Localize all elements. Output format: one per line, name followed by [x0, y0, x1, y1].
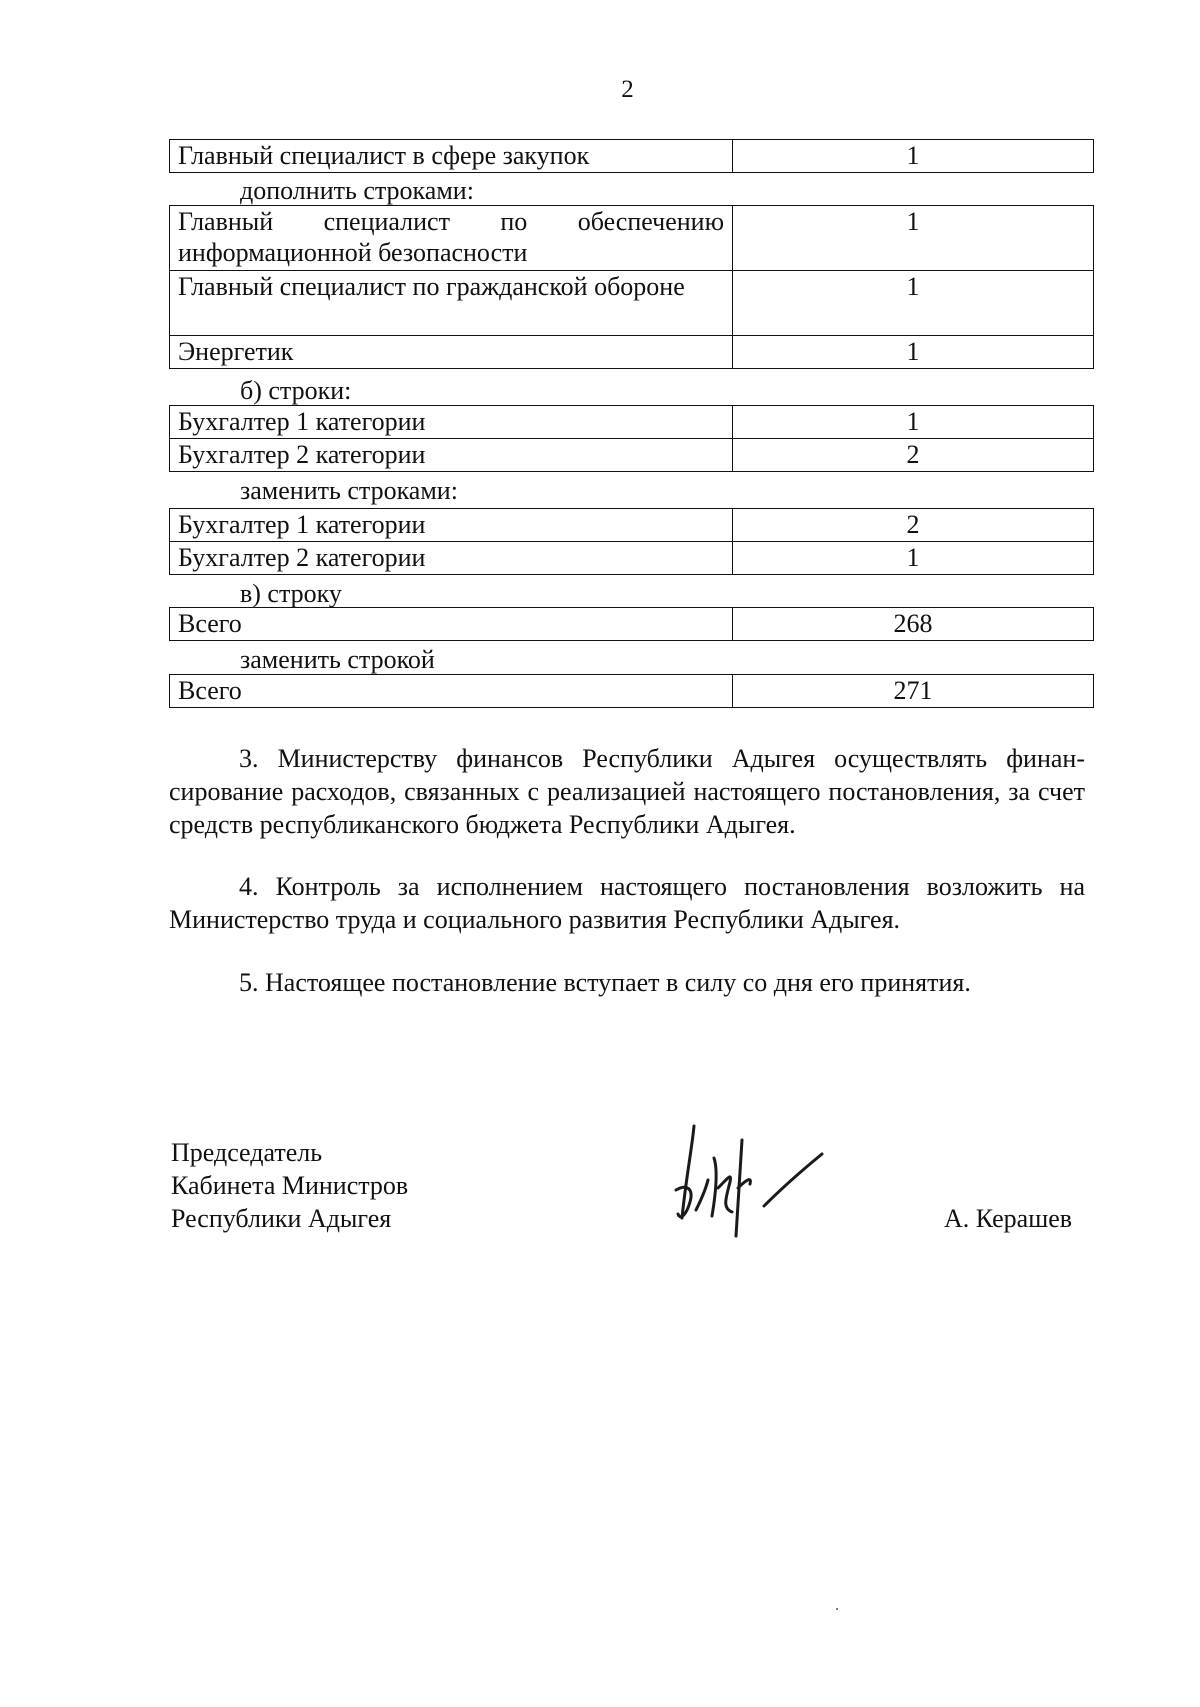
position-name: Бухгалтер 1 категории	[170, 406, 733, 439]
total-label: Всего	[170, 675, 733, 708]
signatory-position-line: Председатель	[171, 1138, 323, 1167]
scan-speck	[836, 1608, 838, 1610]
table-row	[170, 271, 1094, 336]
paragraph-5: 5. Настоящее постановление вступает в силу со дня его принятия.	[239, 968, 971, 997]
position-count: 1	[733, 140, 1094, 173]
table-row	[170, 336, 1094, 369]
total-table-new	[169, 674, 1094, 708]
position-count: 2	[733, 509, 1094, 542]
table-row	[170, 542, 1094, 575]
table-row	[170, 439, 1094, 472]
position-name: Бухгалтер 1 категории	[170, 509, 733, 542]
table-row	[170, 675, 1094, 708]
caption-replace-rows: заменить строками:	[240, 476, 458, 505]
table-row	[170, 206, 1094, 271]
table-row	[170, 140, 1094, 173]
caption-replace-row: заменить строкой	[240, 645, 435, 674]
paragraph-3: 3. Министерству финансов Республики Адыгея осуществлять финан-сирование расходов, связанных с реализацией настоящего постановления, за счет средств республиканского бюджета Республики Адыгея.	[169, 744, 1085, 839]
staff-table-current	[169, 139, 1094, 173]
position-name: Бухгалтер 2 категории	[170, 439, 733, 472]
caption-row-v: в) строку	[240, 579, 342, 608]
position-name: Главный специалист по гражданской обороне	[170, 271, 733, 336]
accountant-table-old	[169, 405, 1094, 472]
staff-table-additions	[169, 205, 1094, 369]
position-name: Бухгалтер 2 категории	[170, 542, 733, 575]
table-row	[170, 509, 1094, 542]
position-count: 1	[733, 542, 1094, 575]
signatory-name: А. Керашев	[944, 1204, 1073, 1233]
position-name: Главный специалист в сфере закупок	[170, 140, 733, 173]
position-count: 1	[733, 336, 1094, 369]
position-name: Главный специалист по обеспечению информационной безопасности	[170, 206, 733, 271]
position-count: 1	[733, 271, 1094, 336]
handwritten-signature	[672, 1118, 842, 1238]
total-label: Всего	[170, 608, 733, 641]
signatory-position	[171, 1136, 408, 1235]
table-row	[170, 406, 1094, 439]
paragraph-4: 4. Контроль за исполнением настоящего постановления возложить на Министерство труда и социального развития Республики Адыгея.	[169, 872, 1085, 934]
table-row	[170, 608, 1094, 641]
total-value: 268	[733, 608, 1094, 641]
position-name: Энергетик	[170, 336, 733, 369]
signatory-position-line: Кабинета Министров	[171, 1171, 409, 1200]
page-number: 2	[621, 76, 634, 103]
position-count: 1	[733, 406, 1094, 439]
signatory-position-line: Республики Адыгея	[171, 1204, 392, 1233]
position-count: 1	[733, 206, 1094, 271]
caption-add-rows: дополнить строками:	[240, 176, 474, 205]
total-table-old	[169, 607, 1094, 641]
position-count: 2	[733, 439, 1094, 472]
total-value: 271	[733, 675, 1094, 708]
caption-rows-b: б) строки:	[240, 376, 352, 405]
accountant-table-new	[169, 508, 1094, 575]
